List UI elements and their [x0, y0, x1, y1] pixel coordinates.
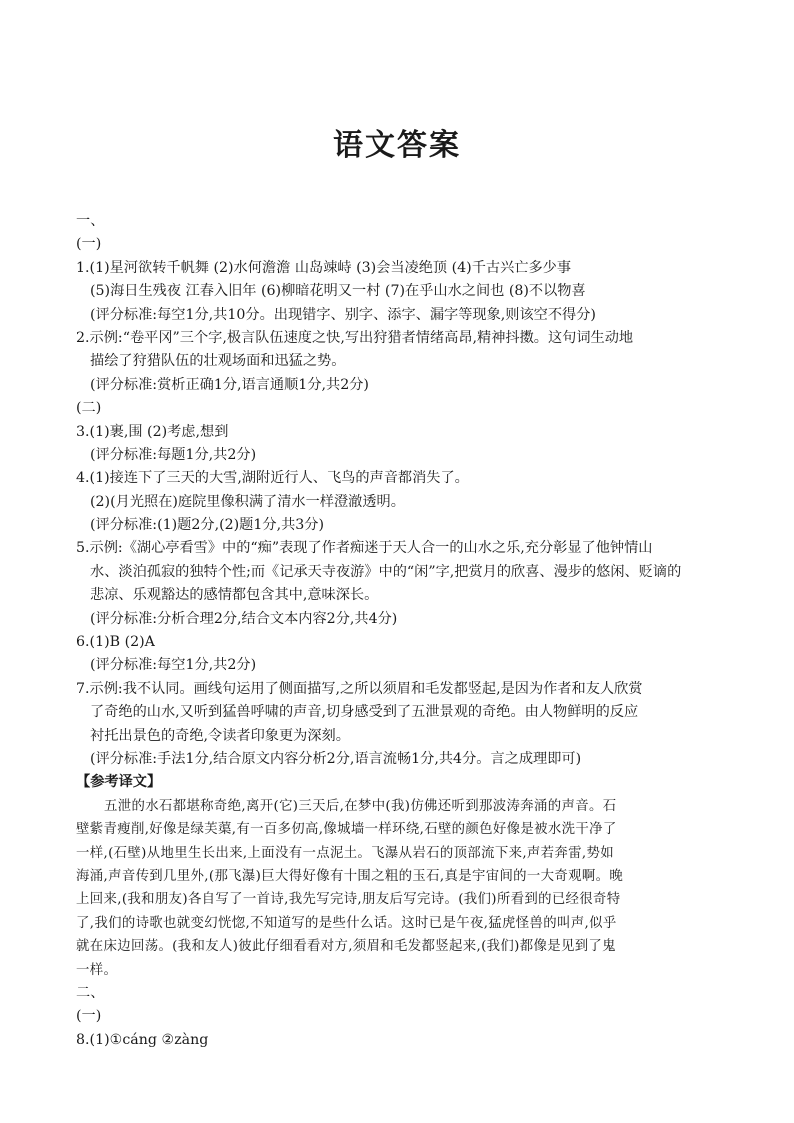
- text-line: (评分标准:手法1分,结合原文内容分析2分,语言流畅1分,共4分。言之成理即可): [90, 750, 582, 767]
- text-line: 4.(1)接连下了三天的大雪,湖附近行人、飞鸟的声音都消失了。: [76, 470, 469, 487]
- text-line: 7.示例:我不认同。画线句运用了侧面描写,之所以须眉和毛发都竖起,是因为作者和友人欣赏: [76, 680, 643, 697]
- text-line: 衬托出景色的奇绝,令读者印象更为深刻。: [90, 727, 350, 744]
- text-line: 壁紫青瘦削,好像是绿芙蕖,有一百多仞高,像城墙一样环绕,石壁的颜色好像是被水洗干净了: [76, 822, 617, 838]
- text-line: 2.示例:“卷平冈”三个字,极言队伍速度之快,写出狩猎者情绪高昂,精神抖擞。这句词生动地: [76, 329, 634, 346]
- text-line: (一): [76, 236, 102, 253]
- text-line: 二、: [76, 984, 105, 1001]
- answer-content: [76, 210, 726, 1052]
- text-line: 上回来,(我和朋友)各自写了一首诗,我先写完诗,朋友后写完诗。(我们)所看到的已经很奇特: [76, 892, 621, 908]
- text-line: (一): [76, 1008, 102, 1025]
- text-line: 悲凉、乐观豁达的感情都包含其中,意味深长。: [90, 587, 379, 604]
- text-line: (评分标准:赏析正确1分,语言通顺1分,共2分): [90, 376, 369, 393]
- text-line: (二): [76, 400, 102, 417]
- text-line: 五泄的水石都堪称奇绝,离开(它)三天后,在梦中(我)仿佛还听到那波涛奔涌的声音。石: [104, 798, 617, 814]
- text-line: 描绘了狩猎队伍的壮观场面和迅猛之势。: [90, 353, 346, 370]
- text-line: 一、: [76, 213, 105, 229]
- text-line: 1.(1)星河欲转千帆舞 (2)水何澹澹 山岛竦峙 (3)会当凌绝顶 (4)千古兴亡多少事: [76, 259, 572, 276]
- text-line: 就在床边回荡。(我和友人)彼此仔细看看对方,须眉和毛发都竖起来,(我们)都像是见到了鬼: [76, 939, 616, 955]
- text-line: (评分标准:每空1分,共2分): [90, 657, 257, 674]
- text-line: (2)(月光照在)庭院里像积满了清水一样澄澈透明。: [90, 493, 405, 510]
- text-line: 一样,(石壁)从地里生长出来,上面没有一点泥土。飞瀑从岩石的顶部流下来,声若奔雷,势如: [76, 845, 614, 861]
- text-line: (评分标准:每题1分,共2分): [90, 446, 257, 463]
- text-line: (5)海日生残夜 江春入旧年 (6)柳暗花明又一村 (7)在乎山水之间也 (8)不以物喜: [90, 283, 586, 300]
- section-heading: 【参考译文】: [76, 774, 162, 791]
- page-title: 语文答案: [333, 128, 461, 163]
- text-line: 了,我们的诗歌也就变幻恍惚,不知道写的是些什么话。这时已是午夜,猛虎怪兽的叫声,似乎: [76, 915, 617, 931]
- text-line: 水、淡泊孤寂的独特个性;而《记承天寺夜游》中的“闲”字,把赏月的欣喜、漫步的悠闲、贬谪的: [90, 563, 682, 580]
- text-line: 8.(1)①cáng ②zàng: [76, 1031, 209, 1048]
- text-line: 了奇绝的山水,又听到猛兽呼啸的声音,切身感受到了五泄景观的奇绝。由人物鲜明的反应: [90, 704, 639, 721]
- text-line: (评分标准:分析合理2分,结合文本内容2分,共4分): [90, 610, 398, 627]
- text-line: 3.(1)裹,围 (2)考虑,想到: [76, 423, 229, 440]
- text-line: 6.(1)B (2)A: [76, 634, 155, 651]
- text-line: 5.示例:《湖心亭看雪》中的“痴”表现了作者痴迷于天人合一的山水之乐,充分彰显了他钟情山: [76, 540, 653, 557]
- text-line: 一样。: [76, 962, 118, 978]
- text-line: (评分标准:(1)题2分,(2)题1分,共3分): [90, 517, 325, 534]
- text-line: 海涌,声音传到几里外,(那飞瀑)巨大得好像有十围之粗的玉石,真是宇宙间的一大奇观啊。晚: [76, 868, 624, 884]
- text-line: (评分标准:每空1分,共10分。出现错字、别字、添字、漏字等现象,则该空不得分): [90, 306, 596, 323]
